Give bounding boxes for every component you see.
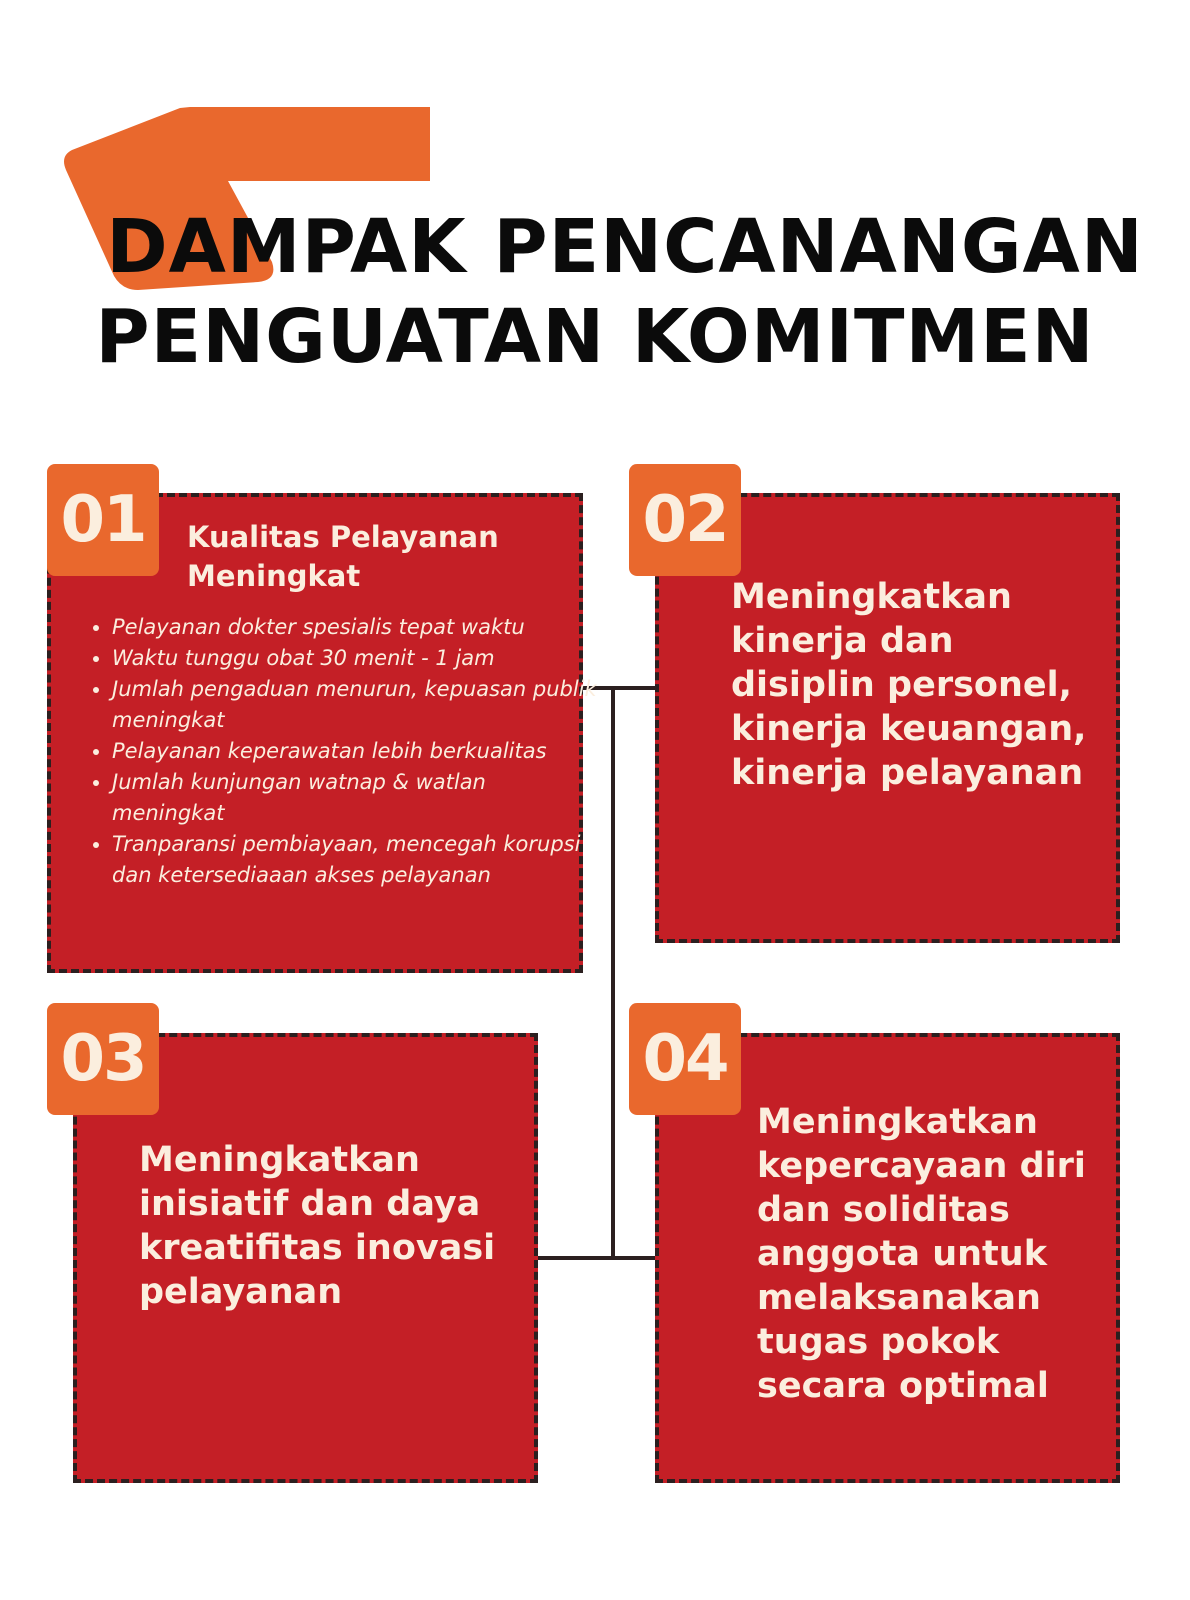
card-01-heading: Kualitas Pelayanan Meningkat: [187, 520, 499, 593]
card-01-bullet-list: [84, 612, 602, 891]
list-item: • Pelayanan dokter spesialis tepat waktu: [112, 612, 602, 643]
badge-02: 02: [629, 464, 741, 576]
list-item: • Jumlah pengaduan menurun, kepuasan publik meningkat: [112, 674, 602, 736]
list-item: • Waktu tunggu obat 30 menit - 1 jam: [112, 643, 602, 674]
list-item: • Tranparansi pembiayaan, mencegah korupsi dan ketersediaaan akses pelayanan: [112, 829, 602, 891]
list-item: • Pelayanan keperawatan lebih berkualitas: [112, 736, 602, 767]
page-title-line-2: PENGUATAN KOMITMEN: [95, 294, 1095, 380]
card-04-text: Meningkatkan kepercayaan diri dan soliditas anggota untuk melaksanakan tugas pokok secara optimal: [757, 1102, 1086, 1406]
badge-04: 04: [629, 1003, 741, 1115]
badge-01: 01: [47, 464, 159, 576]
list-item: • Jumlah kunjungan watnap & watlan meningkat: [112, 767, 602, 829]
card-03-text: Meningkatkan inisiatif dan daya kreatifitas inovasi pelayanan: [139, 1140, 496, 1312]
badge-03: 03: [47, 1003, 159, 1115]
card-02-text: Meningkatkan kinerja dan disiplin personel, kinerja keuangan, kinerja pelayanan: [731, 577, 1087, 793]
page-title-line-1: DAMPAK PENCANANGAN: [106, 204, 1144, 290]
